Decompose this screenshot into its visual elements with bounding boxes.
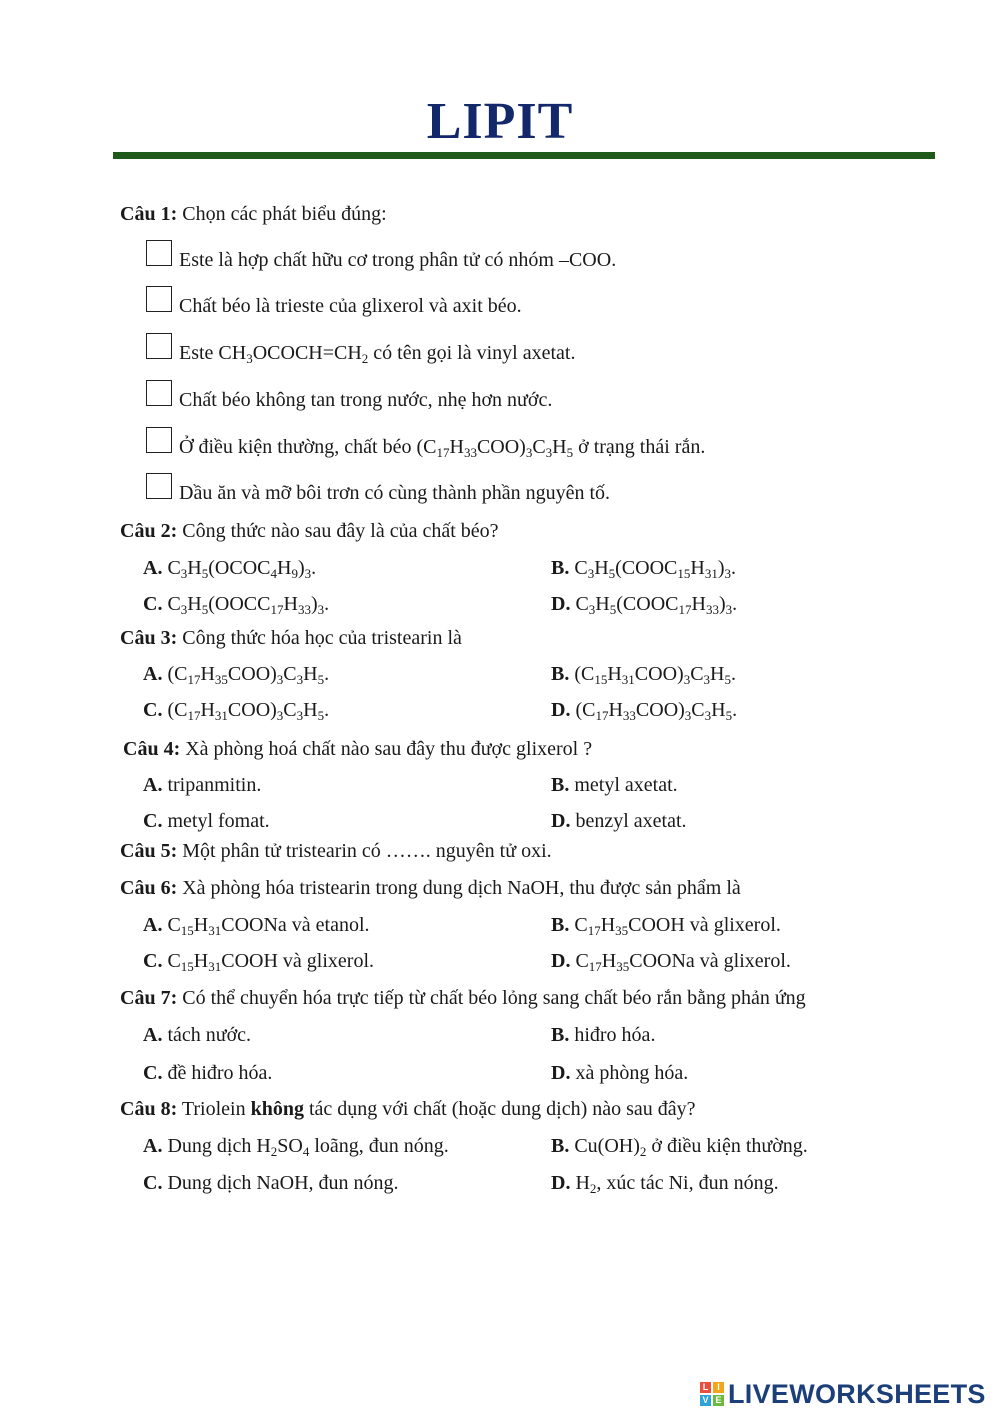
option-letter: C. xyxy=(143,699,163,721)
option-letter: B. xyxy=(551,1135,570,1157)
subscript: 3 xyxy=(683,672,691,687)
statement-checkbox[interactable] xyxy=(146,333,172,359)
text-segment: H xyxy=(187,557,202,579)
subscript: 4 xyxy=(302,1144,310,1159)
subscript: 3 xyxy=(180,566,188,581)
subscript: 33 xyxy=(705,602,719,617)
logo-mark-letter: V xyxy=(700,1395,711,1406)
subscript: 17 xyxy=(436,445,450,460)
text-segment: C xyxy=(691,699,705,721)
text-segment: Este CH xyxy=(179,342,247,364)
option-letter: B. xyxy=(551,1024,570,1046)
subscript: 17 xyxy=(587,923,601,938)
text-segment: (OOCC xyxy=(208,593,271,615)
text-segment: COO) xyxy=(227,699,277,721)
option-letter: C. xyxy=(143,950,163,972)
statement-text: Chất béo không tan trong nước, nhẹ hơn nước. xyxy=(179,389,553,411)
text-segment: H xyxy=(601,950,617,972)
subscript: 5 xyxy=(566,445,574,460)
logo-mark-letter: E xyxy=(713,1395,724,1406)
text-segment: SO xyxy=(277,1135,303,1157)
option-letter: B. xyxy=(551,914,570,936)
text-segment: H xyxy=(200,699,215,721)
option-letter: A. xyxy=(143,1024,163,1046)
text-segment: H xyxy=(552,436,567,458)
statement-checkbox[interactable] xyxy=(146,286,172,312)
page-title: LIPIT xyxy=(426,93,574,150)
subscript: 5 xyxy=(317,708,325,723)
answer-option[interactable] xyxy=(551,1061,688,1085)
subscript: 2 xyxy=(589,1181,597,1196)
text-segment: ) xyxy=(717,557,725,579)
question-8 xyxy=(120,1097,696,1121)
option-letter: D. xyxy=(551,1062,571,1084)
subscript: 15 xyxy=(180,923,194,938)
text-segment: . xyxy=(311,557,317,579)
text-segment: (C xyxy=(569,663,595,685)
subscript: 3 xyxy=(276,708,284,723)
statement-checkbox[interactable] xyxy=(146,380,172,406)
question-5 xyxy=(120,839,552,863)
answer-option[interactable] xyxy=(143,1171,399,1195)
answer-option[interactable] xyxy=(143,913,370,937)
text-segment: H xyxy=(594,557,609,579)
text-segment: Dung dịch NaOH, đun nóng. xyxy=(162,1172,399,1194)
text-segment: C xyxy=(162,914,181,936)
text-segment: (COOC xyxy=(616,593,679,615)
answer-option[interactable] xyxy=(551,592,737,616)
text-segment: COOH và glixerol. xyxy=(628,914,781,936)
subscript: 5 xyxy=(317,672,325,687)
text-segment: H xyxy=(711,699,726,721)
subscript: 3 xyxy=(246,351,253,366)
question-label: Câu 4: xyxy=(123,738,181,760)
subscript: 17 xyxy=(187,672,201,687)
subscript: 3 xyxy=(545,445,553,460)
question-text: Công thức hóa học của tristearin là xyxy=(177,627,462,649)
subscript: 2 xyxy=(361,351,369,366)
text-segment: . xyxy=(732,699,738,721)
subscript: 17 xyxy=(588,959,602,974)
subscript: 3 xyxy=(304,566,312,581)
option-letter: D. xyxy=(551,950,571,972)
subscript: 3 xyxy=(684,708,692,723)
option-letter: A. xyxy=(143,774,163,796)
answer-option[interactable] xyxy=(551,773,678,797)
option-letter: A. xyxy=(143,914,163,936)
subscript: 5 xyxy=(609,602,617,617)
text-segment: . xyxy=(324,699,330,721)
text-segment: C xyxy=(569,914,588,936)
question-label: Câu 6: xyxy=(120,877,178,899)
answer-option[interactable] xyxy=(143,698,329,722)
subscript: 31 xyxy=(208,923,222,938)
question-label: Câu 3: xyxy=(120,627,178,649)
answer-option[interactable] xyxy=(551,913,781,937)
subscript: 3 xyxy=(525,445,533,460)
answer-option[interactable] xyxy=(143,949,374,973)
subscript: 17 xyxy=(187,708,201,723)
subscript: 5 xyxy=(725,708,733,723)
subscript: 3 xyxy=(276,672,284,687)
option-letter: C. xyxy=(143,593,163,615)
subscript: 5 xyxy=(201,566,209,581)
subscript: 3 xyxy=(180,602,188,617)
question-text: tác dụng với chất (hoặc dung dịch) nào sau đây? xyxy=(303,1098,696,1120)
subscript: 35 xyxy=(615,923,629,938)
question-text: Triolein xyxy=(177,1098,251,1120)
subscript: 3 xyxy=(588,602,596,617)
text-segment: COO) xyxy=(227,663,277,685)
text-segment: (COOC xyxy=(615,557,678,579)
question-label: Câu 1: xyxy=(120,203,178,225)
subscript: 2 xyxy=(270,1144,278,1159)
statement-text: Chất béo là trieste của glixerol và axit béo. xyxy=(179,295,522,317)
subscript: 3 xyxy=(587,566,595,581)
subscript: 3 xyxy=(703,672,711,687)
text-segment: . xyxy=(324,663,330,685)
liveworksheets-logo-mark xyxy=(700,1382,724,1406)
subscript: 35 xyxy=(214,672,228,687)
text-segment: (C xyxy=(162,699,188,721)
text-segment: H xyxy=(600,914,616,936)
option-letter: A. xyxy=(143,1135,163,1157)
text-segment: OCOCH=CH xyxy=(252,342,362,364)
answer-option[interactable] xyxy=(551,1171,779,1195)
logo-mark-letter: I xyxy=(713,1382,724,1393)
question-label: Câu 8: xyxy=(120,1098,178,1120)
subscript: 35 xyxy=(616,959,630,974)
text-segment: . xyxy=(730,663,736,685)
text-segment: H xyxy=(303,663,318,685)
subscript: 17 xyxy=(595,708,609,723)
text-segment: COO) xyxy=(635,699,685,721)
answer-option[interactable] xyxy=(551,698,737,722)
text-segment: C xyxy=(570,593,589,615)
text-segment: C xyxy=(162,950,181,972)
text-segment: ở điều kiện thường. xyxy=(646,1135,808,1157)
question-label: Câu 7: xyxy=(120,987,178,1009)
option-letter: A. xyxy=(143,557,163,579)
text-segment: C xyxy=(283,663,297,685)
statement-text xyxy=(179,341,575,365)
answer-option[interactable] xyxy=(551,1134,808,1158)
subscript: 31 xyxy=(208,959,222,974)
answer-option[interactable] xyxy=(551,1023,655,1047)
text-segment: H xyxy=(283,593,298,615)
question-label: Câu 2: xyxy=(120,520,178,542)
text-segment: H xyxy=(690,557,705,579)
subscript: 15 xyxy=(180,959,194,974)
option-letter: D. xyxy=(551,1172,571,1194)
subscript: 9 xyxy=(291,566,298,581)
text-segment: C xyxy=(162,593,181,615)
statement-text xyxy=(179,435,705,459)
subscript: 3 xyxy=(317,602,325,617)
option-letter: C. xyxy=(143,1172,163,1194)
text-segment: H xyxy=(193,914,209,936)
subscript: 33 xyxy=(297,602,311,617)
answer-option[interactable] xyxy=(551,809,687,833)
subscript: 33 xyxy=(622,708,636,723)
text-segment: ) xyxy=(297,557,305,579)
statement-checkbox[interactable] xyxy=(146,240,172,266)
text-segment: , xúc tác Ni, đun nóng. xyxy=(596,1172,779,1194)
subscript: 15 xyxy=(594,672,608,687)
text-segment: xà phòng hóa. xyxy=(570,1062,689,1084)
text-segment: H xyxy=(710,663,725,685)
subscript: 4 xyxy=(270,566,277,581)
option-letter: D. xyxy=(551,810,571,832)
answer-option[interactable] xyxy=(143,773,261,797)
subscript: 31 xyxy=(214,708,228,723)
text-segment: đề hiđro hóa. xyxy=(162,1062,273,1084)
answer-option[interactable] xyxy=(551,662,736,686)
text-segment: H xyxy=(570,1172,590,1194)
answer-option[interactable] xyxy=(143,1023,251,1047)
text-segment: C xyxy=(283,699,297,721)
text-segment: H xyxy=(691,593,706,615)
text-segment: COOH và glixerol. xyxy=(221,950,375,972)
text-segment: H xyxy=(276,557,292,579)
answer-option[interactable] xyxy=(143,1134,449,1158)
title-divider xyxy=(113,152,935,159)
subscript: 33 xyxy=(463,445,477,460)
option-letter: C. xyxy=(143,810,163,832)
text-segment: COONa và etanol. xyxy=(221,914,370,936)
subscript: 5 xyxy=(201,602,209,617)
option-letter: D. xyxy=(551,699,571,721)
text-segment: (C xyxy=(570,699,596,721)
question-text: Xà phòng hoá chất nào sau đây thu được glixerol ? xyxy=(180,738,593,760)
text-segment: benzyl axetat. xyxy=(570,810,687,832)
option-letter: A. xyxy=(143,663,163,685)
subscript: 31 xyxy=(704,566,718,581)
question-emphasis: không xyxy=(250,1098,304,1120)
option-letter: D. xyxy=(551,593,571,615)
subscript: 17 xyxy=(678,602,692,617)
statement-checkbox[interactable] xyxy=(146,427,172,453)
text-segment: H xyxy=(303,699,318,721)
text-segment: COO) xyxy=(634,663,684,685)
option-letter: C. xyxy=(143,1062,163,1084)
subscript: 31 xyxy=(621,672,635,687)
option-letter: B. xyxy=(551,663,570,685)
subscript: 3 xyxy=(704,708,712,723)
text-segment: C xyxy=(690,663,704,685)
subscript: 17 xyxy=(270,602,284,617)
subscript: 3 xyxy=(296,708,304,723)
answer-option[interactable] xyxy=(143,1061,272,1085)
text-segment: (C xyxy=(162,663,188,685)
text-segment: Ở điều kiện thường, chất béo (C xyxy=(179,436,437,458)
answer-option[interactable] xyxy=(143,556,316,580)
text-segment: hiđro hóa. xyxy=(569,1024,656,1046)
question-2 xyxy=(120,519,499,543)
question-text: Xà phòng hóa tristearin trong dung dịch NaOH, thu được sản phẩm là xyxy=(177,877,741,899)
subscript: 2 xyxy=(639,1144,647,1159)
text-segment: C xyxy=(162,557,181,579)
answer-option[interactable] xyxy=(143,809,270,833)
text-segment: . xyxy=(324,593,330,615)
liveworksheets-logo-text: LIVEWORKSHEETS xyxy=(728,1378,986,1409)
text-segment: H xyxy=(193,950,209,972)
text-segment: COO) xyxy=(476,436,526,458)
text-segment: H xyxy=(607,663,622,685)
answer-option[interactable] xyxy=(551,949,791,973)
subscript: 5 xyxy=(724,672,731,687)
statement-text: Este là hợp chất hữu cơ trong phân tử có nhóm –COO. xyxy=(179,249,617,271)
text-segment: Cu(OH) xyxy=(569,1135,640,1157)
question-label: Câu 5: xyxy=(120,840,178,862)
question-4 xyxy=(123,737,592,761)
question-7 xyxy=(120,986,806,1010)
option-letter: B. xyxy=(551,557,570,579)
text-segment: . xyxy=(732,593,738,615)
text-segment: ở trạng thái rắn. xyxy=(573,436,706,458)
text-segment: COONa và glixerol. xyxy=(629,950,791,972)
logo-mark-letter: L xyxy=(700,1382,711,1393)
text-segment: metyl fomat. xyxy=(162,810,270,832)
question-text: Một phân tử tristearin có ……. nguyên tử oxi. xyxy=(177,840,552,862)
subscript: 3 xyxy=(725,602,733,617)
text-segment: H xyxy=(200,663,215,685)
subscript: 15 xyxy=(677,566,691,581)
question-text: Công thức nào sau đây là của chất béo? xyxy=(177,520,499,542)
question-text: Có thể chuyển hóa trực tiếp từ chất béo lỏng sang chất béo rắn bằng phản ứng xyxy=(177,987,806,1009)
text-segment: tách nước. xyxy=(162,1024,252,1046)
subscript: 5 xyxy=(608,566,616,581)
answer-option[interactable] xyxy=(551,556,736,580)
question-text: Chọn các phát biểu đúng: xyxy=(177,203,387,225)
question-6 xyxy=(120,876,741,900)
statement-text: Dầu ăn và mỡ bôi trơn có cùng thành phần nguyên tố. xyxy=(179,482,611,504)
subscript: 3 xyxy=(296,672,304,687)
answer-option[interactable] xyxy=(143,662,329,686)
question-1 xyxy=(120,202,387,226)
option-letter: B. xyxy=(551,774,570,796)
text-segment: C xyxy=(570,950,589,972)
question-3 xyxy=(120,626,462,650)
text-segment: (OCOC xyxy=(208,557,271,579)
text-segment: ) xyxy=(718,593,726,615)
text-segment: H xyxy=(449,436,464,458)
text-segment: H xyxy=(608,699,623,721)
text-segment: C xyxy=(532,436,546,458)
text-segment: H xyxy=(595,593,610,615)
text-segment: H xyxy=(187,593,202,615)
liveworksheets-logo xyxy=(700,1378,986,1410)
answer-option[interactable] xyxy=(143,592,329,616)
text-segment: . xyxy=(731,557,736,579)
text-segment: Dung dịch H xyxy=(162,1135,271,1157)
text-segment: ) xyxy=(310,593,318,615)
text-segment: tripanmitin. xyxy=(162,774,262,796)
statement-checkbox[interactable] xyxy=(146,473,172,499)
text-segment: C xyxy=(569,557,588,579)
text-segment: có tên gọi là vinyl axetat. xyxy=(368,342,576,364)
text-segment: metyl axetat. xyxy=(569,774,678,796)
text-segment: loãng, đun nóng. xyxy=(309,1135,449,1157)
subscript: 3 xyxy=(724,566,731,581)
